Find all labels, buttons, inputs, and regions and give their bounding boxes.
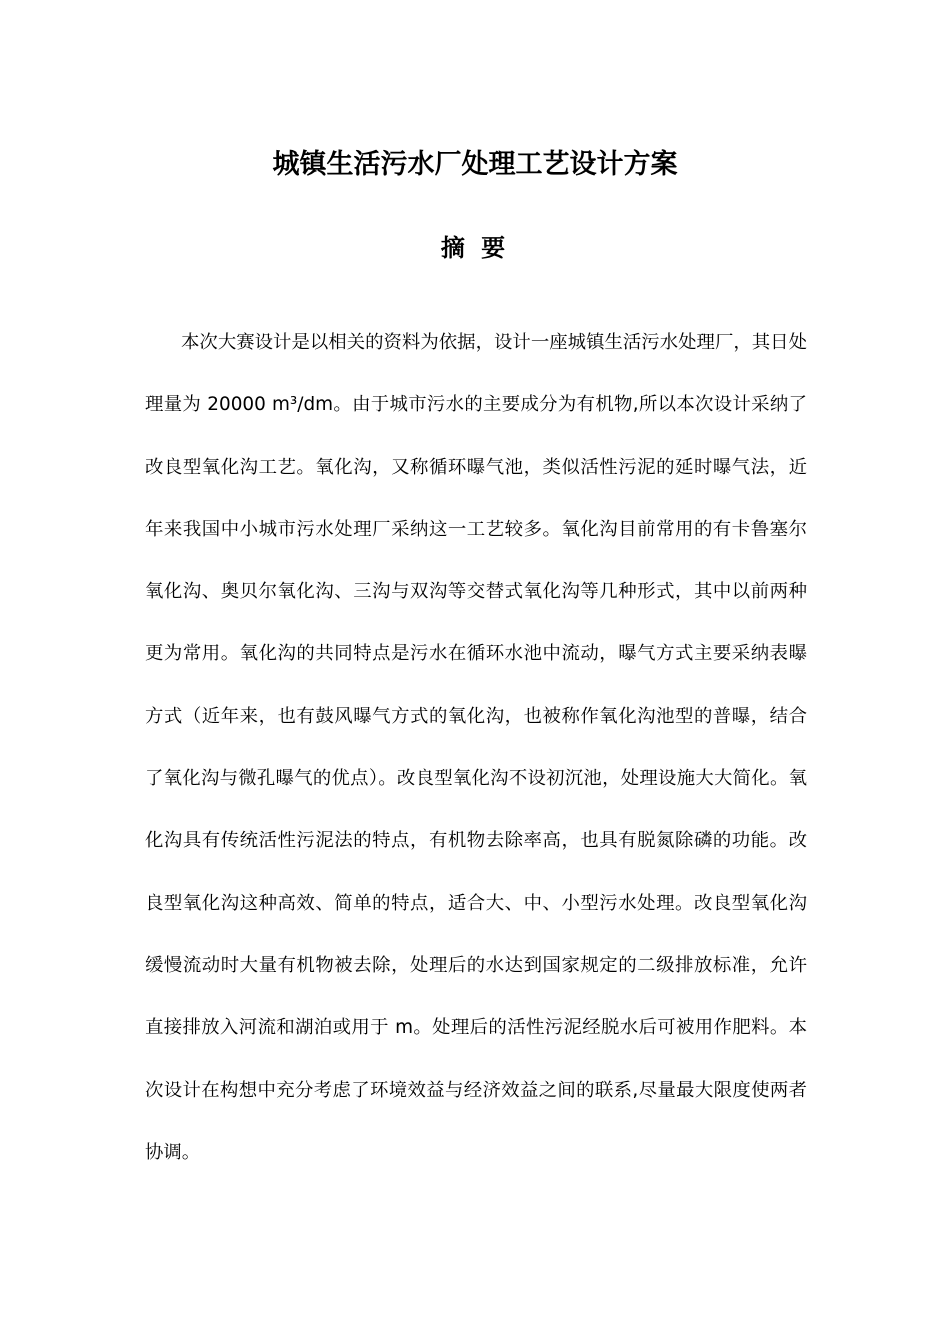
document-title: 城镇生活污水厂处理工艺设计方案 xyxy=(272,149,678,180)
abstract-heading: 摘 要 xyxy=(440,234,510,262)
abstract-paragraph: 本次大赛设计是以相关的资料为依据，设计一座城镇生活污水处理厂，其日处理量为 20000 m³/dm。由于城市污水的主要成分为有机物,所以本次设计采纳了改良型氧化沟工艺。氧化沟，又称循环曝气池，类似活性污泥的延时曝气法，近年来我国中小城市污水处理厂采纳这一工艺较多。氧化沟目前常用的有卡鲁塞尔氧化沟、奥贝尔氧化沟、三沟与双沟等交替式氧化沟等几种形式，其中以前两种更为常用。氧化沟的共同特点是污水在循环水池中流动，曝气方式主要采纳表曝方式（近年来，也有鼓风曝气方式的氧化沟，也被称作氧化沟池型的普曝，结合了氧化沟与微孔曝气的优点）。改良型氧化沟不设初沉池，处理设施大大简化。氧化沟具有传统活性污泥法的特点，有机物去除率高，也具有脱氮除磷的功能。改良型氧化沟这种高效、简单的特点，适合大、中、小型污水处理。改良型氧化沟缓慢流动时大量有机物被去除，处理后的水达到国家规定的二级排放标准，允许直接排放入河流和湖泊或用于 m。处理后的活性污泥经脱水后可被用作肥料。本次设计在构想中充分考虑了环境效益与经济效益之间的联系,尽量最大限度使两者协调。 xyxy=(145,332,807,1163)
